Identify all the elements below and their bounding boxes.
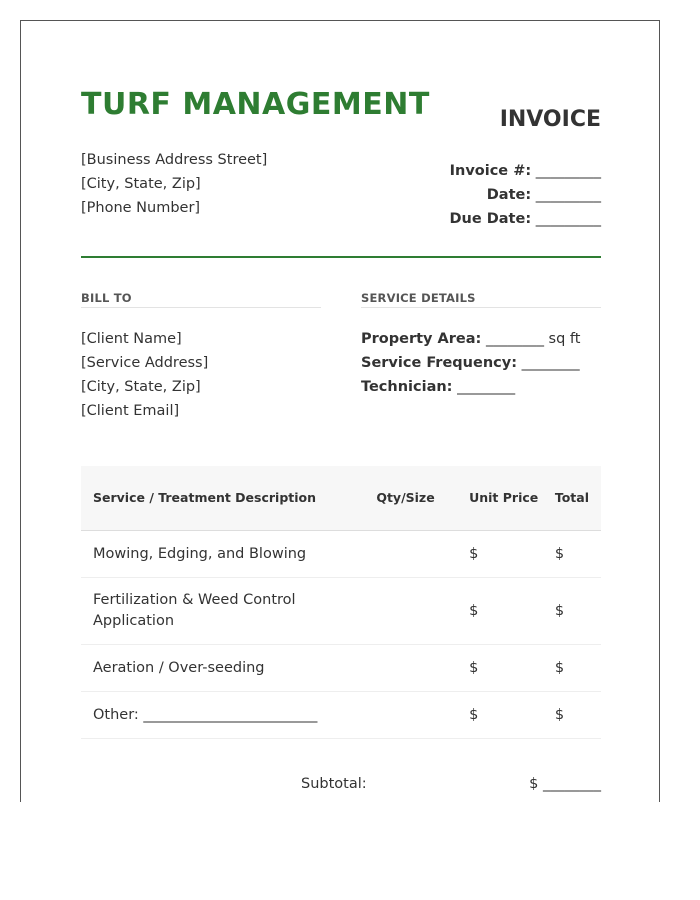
row-total: $ xyxy=(555,692,601,739)
services-table xyxy=(81,466,601,739)
row-total: $ xyxy=(555,531,601,578)
business-address xyxy=(81,148,267,220)
row-qty xyxy=(376,531,469,578)
row-description: Mowing, Edging, and Blowing xyxy=(81,531,376,578)
invoice-date-value: _________ xyxy=(535,187,601,203)
table-header-row xyxy=(81,466,601,531)
subtotal-label: Subtotal: xyxy=(301,776,367,792)
client-email: [Client Email] xyxy=(81,403,180,419)
row-unit-price: $ xyxy=(469,692,555,739)
row-total: $ xyxy=(555,578,601,645)
service-details-lines xyxy=(361,327,601,399)
row-description: Aeration / Over-seeding xyxy=(81,645,376,692)
invoice-date-row xyxy=(450,183,602,207)
subtotal-value: $ ________ xyxy=(529,776,601,792)
row-total: $ xyxy=(555,645,601,692)
service-details-heading: SERVICE DETAILS xyxy=(361,291,601,308)
due-date-value: _________ xyxy=(535,211,601,227)
invoice-meta xyxy=(450,159,602,231)
row-description: Fertilization & Weed Control Application xyxy=(81,578,376,645)
row-description: Other: ________________________ xyxy=(81,692,376,739)
property-area-row xyxy=(361,327,601,351)
table-row xyxy=(81,531,601,578)
company-name: TURF MANAGEMENT xyxy=(81,87,430,122)
header-qty: Qty/Size xyxy=(376,466,469,531)
bill-to-section xyxy=(81,291,321,423)
due-date-label: Due Date: xyxy=(449,211,532,227)
header-description: Service / Treatment Description xyxy=(81,466,376,531)
row-qty xyxy=(376,645,469,692)
technician-value: ________ xyxy=(457,379,516,395)
property-area-label: Property Area: xyxy=(361,331,482,347)
table-row xyxy=(81,645,601,692)
service-frequency-row xyxy=(361,351,601,375)
invoice-title: INVOICE xyxy=(499,107,601,132)
row-unit-price: $ xyxy=(469,645,555,692)
table-row xyxy=(81,692,601,739)
invoice-page xyxy=(20,20,660,802)
due-date-row xyxy=(450,207,602,231)
row-unit-price: $ xyxy=(469,578,555,645)
business-city-state-zip: [City, State, Zip] xyxy=(81,176,201,192)
header-unit-price: Unit Price xyxy=(469,466,555,531)
invoice-number-row xyxy=(450,159,602,183)
bill-to-heading: BILL TO xyxy=(81,291,321,308)
service-frequency-value: ________ xyxy=(521,355,580,371)
row-qty xyxy=(376,578,469,645)
table-row xyxy=(81,578,601,645)
service-details-section xyxy=(361,291,601,399)
invoice-date-label: Date: xyxy=(486,187,532,203)
header-total: Total xyxy=(555,466,601,531)
property-area-value: ________ sq ft xyxy=(485,331,581,347)
subtotal-row xyxy=(81,776,601,798)
row-qty xyxy=(376,692,469,739)
client-name: [Client Name] xyxy=(81,331,182,347)
client-city-state-zip: [City, State, Zip] xyxy=(81,379,201,395)
technician-label: Technician: xyxy=(361,379,453,395)
header-divider xyxy=(81,256,601,258)
business-address-street: [Business Address Street] xyxy=(81,152,268,168)
invoice-number-value: _________ xyxy=(535,163,601,179)
business-phone: [Phone Number] xyxy=(81,200,201,216)
row-unit-price: $ xyxy=(469,531,555,578)
invoice-number-label: Invoice #: xyxy=(449,163,532,179)
service-frequency-label: Service Frequency: xyxy=(361,355,517,371)
technician-row xyxy=(361,375,601,399)
bill-to-lines xyxy=(81,327,321,423)
client-service-address: [Service Address] xyxy=(81,355,209,371)
